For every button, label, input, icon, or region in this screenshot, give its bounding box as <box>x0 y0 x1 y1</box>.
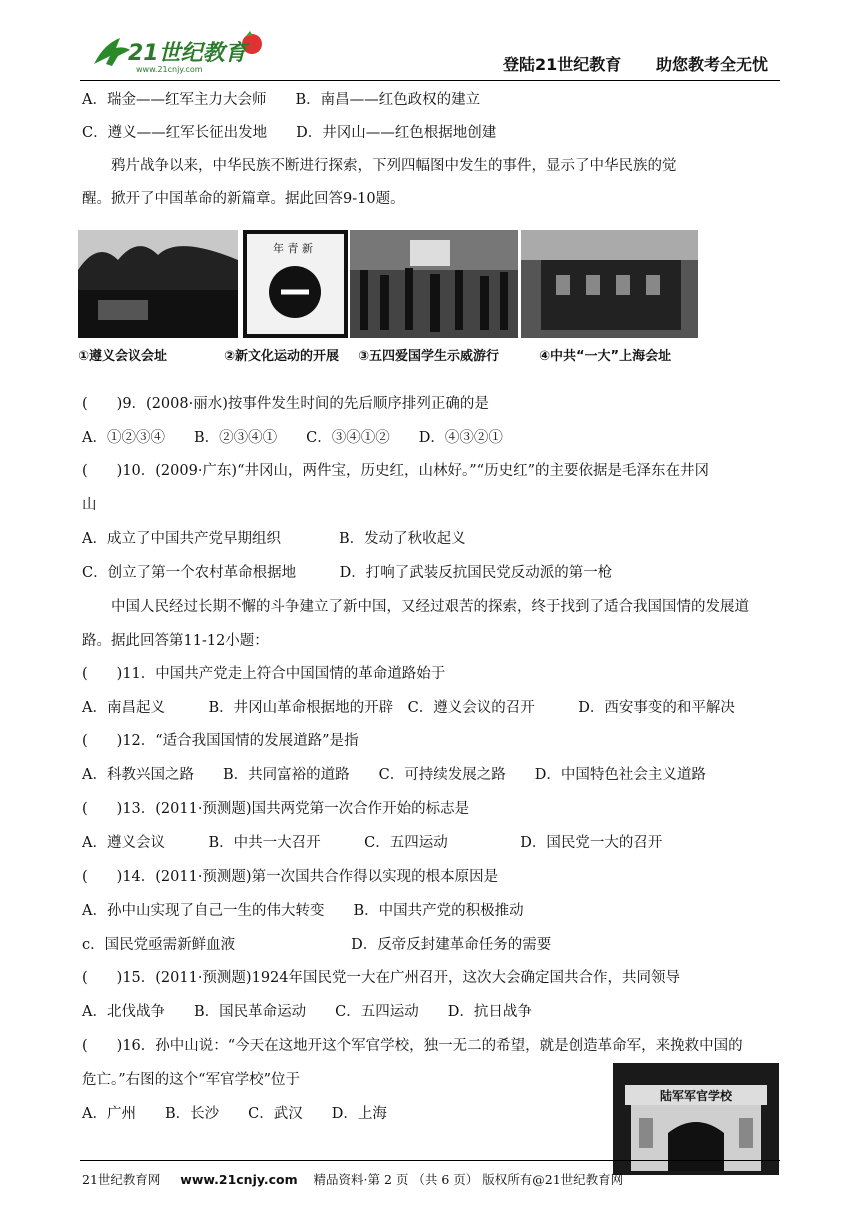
header-slogan-right: 助您教考全无忧 <box>656 55 769 74</box>
photo-caption: ④中共“一大”上海会址 <box>539 349 672 364</box>
question-9-options: A．①②③④ B．②③④① C．③④①② D．④③②① <box>82 430 503 446</box>
header-divider <box>80 80 780 81</box>
svg-text:21世纪教育: 21世纪教育 <box>128 41 247 66</box>
option-line: C．遵义——红军长征出发地 D．井冈山——红色根据地创建 <box>82 125 497 141</box>
question-11-options: A．南昌起义 B．井冈山革命根据地的开辟 C．遵义会议的召开 D．西安事变的和平解决 <box>82 700 735 716</box>
footer-copyright: 精品资料·第 2 页 （共 6 页） 版权所有@21世纪教育网 <box>313 1172 624 1187</box>
question-10-options: A．成立了中国共产党早期组织 B．发动了秋收起义 <box>82 531 466 547</box>
question-10-cont: 山 <box>82 497 97 513</box>
photo-military-academy-gate <box>613 1063 779 1175</box>
question-13-options: A．遵义会议 B．中共一大召开 C．五四运动 D．国民党一大的召开 <box>82 835 663 851</box>
photo-caption: ②新文化运动的开展 <box>224 349 340 364</box>
poster-text: 年 青 新 <box>273 242 313 255</box>
site-logo <box>88 30 268 76</box>
question-10-options: C．创立了第一个农村革命根据地 D．打响了武装反抗国民党反动派的第一枪 <box>82 565 613 581</box>
section-paragraph: 中国人民经过长期不懈的斗争建立了新中国，又经过艰苦的探索，终于找到了适合我国国情的发展道 <box>82 599 749 615</box>
question-14-options: A．孙中山实现了自己一生的伟大转变 B．中国共产党的积极推动 <box>82 903 524 919</box>
photo-caption: ③五四爱国学生示威游行 <box>358 349 500 364</box>
question-16: ( )16．孙中山说：“今天在这地开这个军官学校，独一无二的希望，就是创造革命军，来挽救中国的 <box>82 1038 743 1054</box>
question-9: ( )9．(2008·丽水)按事件发生时间的先后顺序排列正确的是 <box>82 396 489 412</box>
question-16-cont: 危亡。”右图的这个“军官学校”位于 <box>82 1072 300 1088</box>
photo-first-congress-site <box>521 230 698 338</box>
footer-divider <box>80 1160 780 1161</box>
photo-new-culture-poster <box>243 230 348 338</box>
question-12: ( )12．“适合我国国情的发展道路”是指 <box>82 733 359 749</box>
question-16-options: A．广州 B．长沙 C．武汉 D．上海 <box>82 1106 387 1122</box>
footer <box>82 1170 623 1188</box>
svg-text:www.21cnjy.com: www.21cnjy.com <box>136 65 203 74</box>
question-13: ( )13．(2011·预测题)国共两党第一次合作开始的标志是 <box>82 801 470 817</box>
question-14: ( )14．(2011·预测题)第一次国共合作得以实现的根本原因是 <box>82 869 499 885</box>
photo-zunyi-site <box>78 230 238 338</box>
question-14-options: c．国民党亟需新鲜血液 D．反帝反封建革命任务的需要 <box>82 937 552 953</box>
gate-sign: 陆军军官学校 <box>659 1089 733 1103</box>
question-15: ( )15．(2011·预测题)1924年国民党一大在广州召开，这次大会确定国共合作，共同领导 <box>82 970 680 986</box>
section-paragraph: 路。据此回答第11-12小题： <box>82 633 269 649</box>
intro-paragraph: 醒。掀开了中国革命的新篇章。据此回答9-10题。 <box>82 191 405 207</box>
footer-site: 21世纪教育网 <box>82 1172 161 1187</box>
photo-caption: ①遵义会议会址 <box>78 349 168 364</box>
option-line: A．瑞金——红军主力大会师 B．南昌——红色政权的建立 <box>82 92 481 108</box>
intro-paragraph: 鸦片战争以来，中华民族不断进行探索，下列四幅图中发生的事件，显示了中华民族的觉 <box>82 158 677 174</box>
question-10: ( )10．(2009·广东)“井冈山，两件宝，历史红，山林好。”“历史红”的主要依据是毛泽东在井冈 <box>82 463 709 479</box>
question-15-options: A．北伐战争 B．国民革命运动 C．五四运动 D．抗日战争 <box>82 1004 532 1020</box>
question-11: ( )11．中国共产党走上符合中国国情的革命道路始于 <box>82 666 446 682</box>
header-slogan-left: 登陆21世纪教育 <box>503 55 622 74</box>
question-12-options: A．科教兴国之路 B．共同富裕的道路 C．可持续发展之路 D．中国特色社会主义道路 <box>82 767 706 783</box>
footer-url[interactable]: www.21cnjy.com <box>180 1172 298 1187</box>
photo-may-fourth-protest <box>350 230 518 338</box>
